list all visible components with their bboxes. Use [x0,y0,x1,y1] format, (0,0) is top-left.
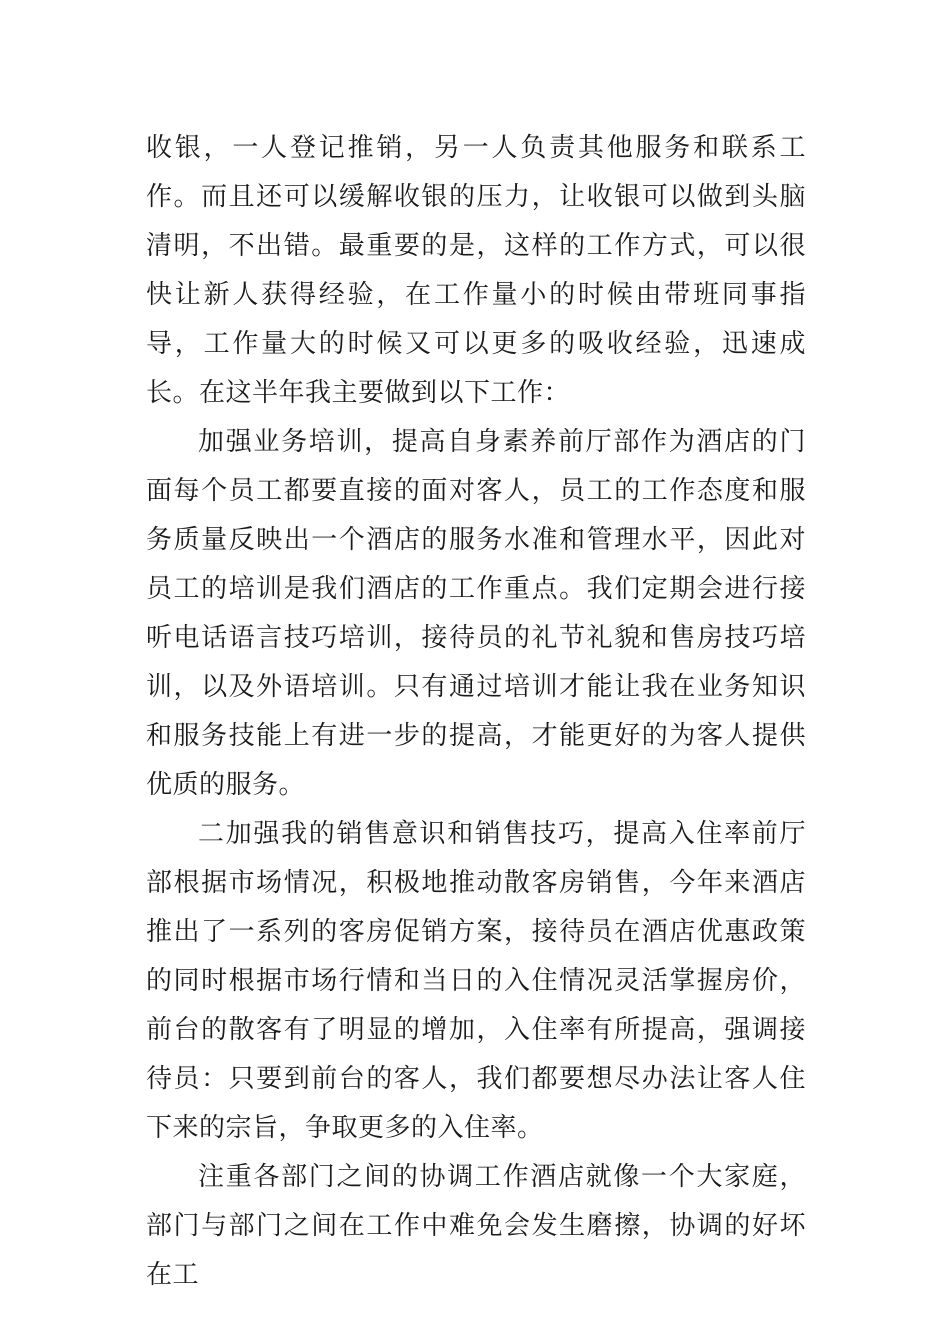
paragraph: 加强业务培训，提高自身素养前厅部作为酒店的门面每个员工都要直接的面对客人，员工的工作态度和服务质量反映出一个酒店的服务水准和管理水平，因此对员工的培训是我们酒店的工作重点。我们定期会进行接听电话语言技巧培训，接待员的礼节礼貌和售房技巧培训，以及外语培训。只有通过培训才能让我在业务知识和服务技能上有进一步的提高，才能更好的为客人提供优质的服务。 [146,427,806,800]
paragraph: 二加强我的销售意识和销售技巧，提高入住率前厅部根据市场情况，积极地推动散客房销售，今年来酒店推出了一系列的客房促销方案，接待员在酒店优惠政策的同时根据市场行情和当日的入住情况灵活掌握房价，前台的散客有了明显的增加，入住率有所提高，强调接待员：只要到前台的客人，我们都要想尽办法让客人住下来的宗旨，争取更多的入住率。 [146,819,806,1143]
paragraph: 收银，一人登记推销，另一人负责其他服务和联系工作。而且还可以缓解收银的压力，让收银可以做到头脑清明，不出错。最重要的是，这样的工作方式，可以很快让新人获得经验，在工作量小的时候由带班同事指导，工作量大的时候又可以更多的吸收经验，迅速成长。在这半年我主要做到以下工作： [146,133,806,408]
document-body [146,124,806,1300]
paragraph: 注重各部门之间的协调工作酒店就像一个大家庭，部门与部门之间在工作中难免会发生磨擦，协调的好坏在工 [146,1162,806,1290]
